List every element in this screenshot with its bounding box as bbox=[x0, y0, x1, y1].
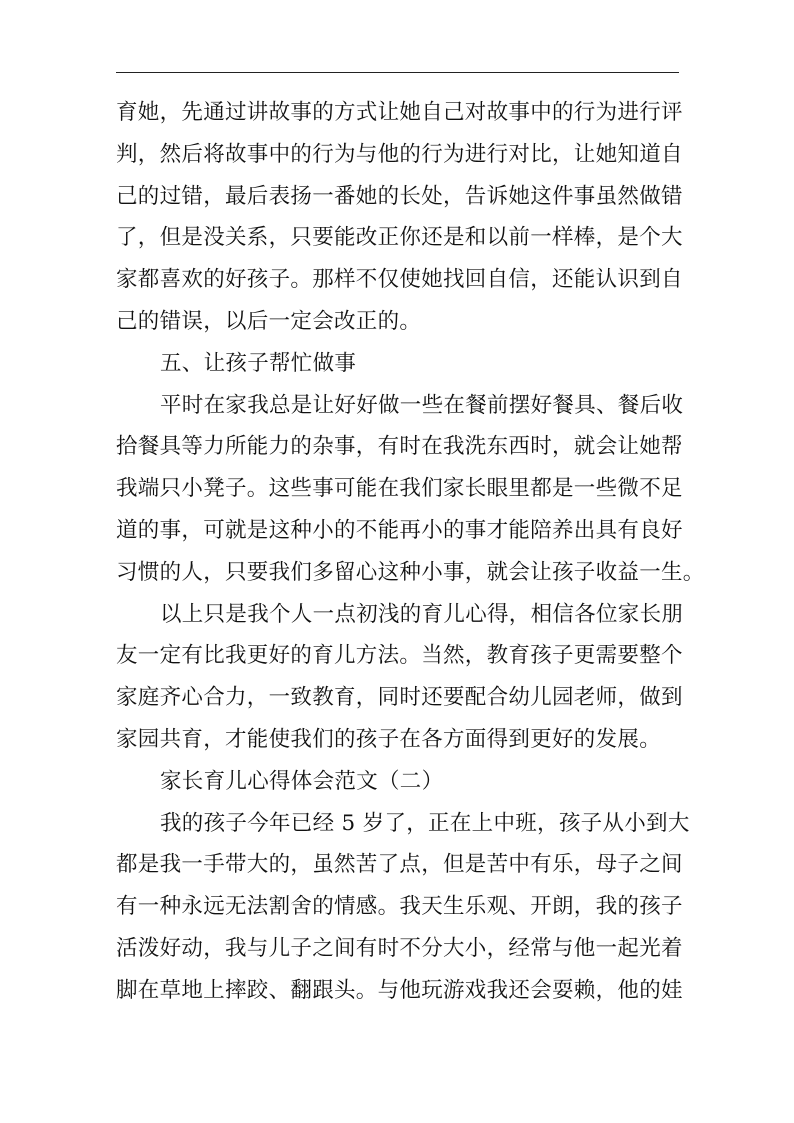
text-line: 都是我一手带大的，虽然苦了点，但是苦中有乐，母子之间 bbox=[116, 852, 683, 878]
document-body bbox=[116, 92, 705, 1012]
text-line: 家庭齐心合力，一致教育，同时还要配合幼儿园老师，做到 bbox=[116, 685, 683, 711]
text-line: 己的过错，最后表扬一番她的长处，告诉她这件事虽然做错 bbox=[116, 183, 683, 209]
text-line: 判，然后将故事中的行为与他的行为进行对比，让她知道自 bbox=[116, 141, 683, 167]
text-line: 习惯的人，只要我们多留心这种小事，就会让孩子收益一生。 bbox=[116, 559, 705, 585]
text-line: 家都喜欢的好孩子。那样不仅使她找回自信，还能认识到自 bbox=[116, 267, 683, 293]
text-line: 有一种永远无法割舍的情感。我天生乐观、开朗，我的孩子 bbox=[116, 894, 683, 920]
text-line: 拾餐具等力所能力的杂事，有时在我洗东西时，就会让她帮 bbox=[116, 434, 683, 460]
text-line: 育她，先通过讲故事的方式让她自己对故事中的行为进行评 bbox=[116, 100, 683, 125]
text-line: 了，但是没关系，只要能改正你还是和以前一样棒，是个大 bbox=[116, 225, 683, 251]
section-heading: 五、让孩子帮忙做事 bbox=[160, 350, 357, 376]
text-line: 道的事，可就是这种小的不能再小的事才能陪养出具有良好 bbox=[116, 517, 683, 543]
article-title: 家长育儿心得体会范文（二） bbox=[160, 768, 444, 794]
text-line: 以上只是我个人一点初浅的育儿心得，相信各位家长朋 bbox=[160, 601, 684, 627]
text-line: 脚在草地上摔跤、翻跟头。与他玩游戏我还会耍赖，他的娃 bbox=[116, 977, 683, 1003]
text-line: 友一定有比我更好的育儿方法。当然，教育孩子更需要整个 bbox=[116, 643, 683, 669]
text-line: 我端只小凳子。这些事可能在我们家长眼里都是一些微不足 bbox=[116, 476, 683, 502]
text-line: 己的错误，以后一定会改正的。 bbox=[116, 308, 422, 334]
text-line: 家园共育，才能使我们的孩子在各方面得到更好的发展。 bbox=[116, 726, 662, 752]
text-line: 活泼好动，我与儿子之间有时不分大小，经常与他一起光着 bbox=[116, 935, 683, 961]
text-line: 我的孩子今年已经 5 岁了，正在上中班，孩子从小到大 bbox=[160, 810, 690, 836]
text-line: 平时在家我总是让好好做一些在餐前摆好餐具、餐后收 bbox=[160, 392, 684, 418]
header-rule bbox=[116, 72, 679, 73]
